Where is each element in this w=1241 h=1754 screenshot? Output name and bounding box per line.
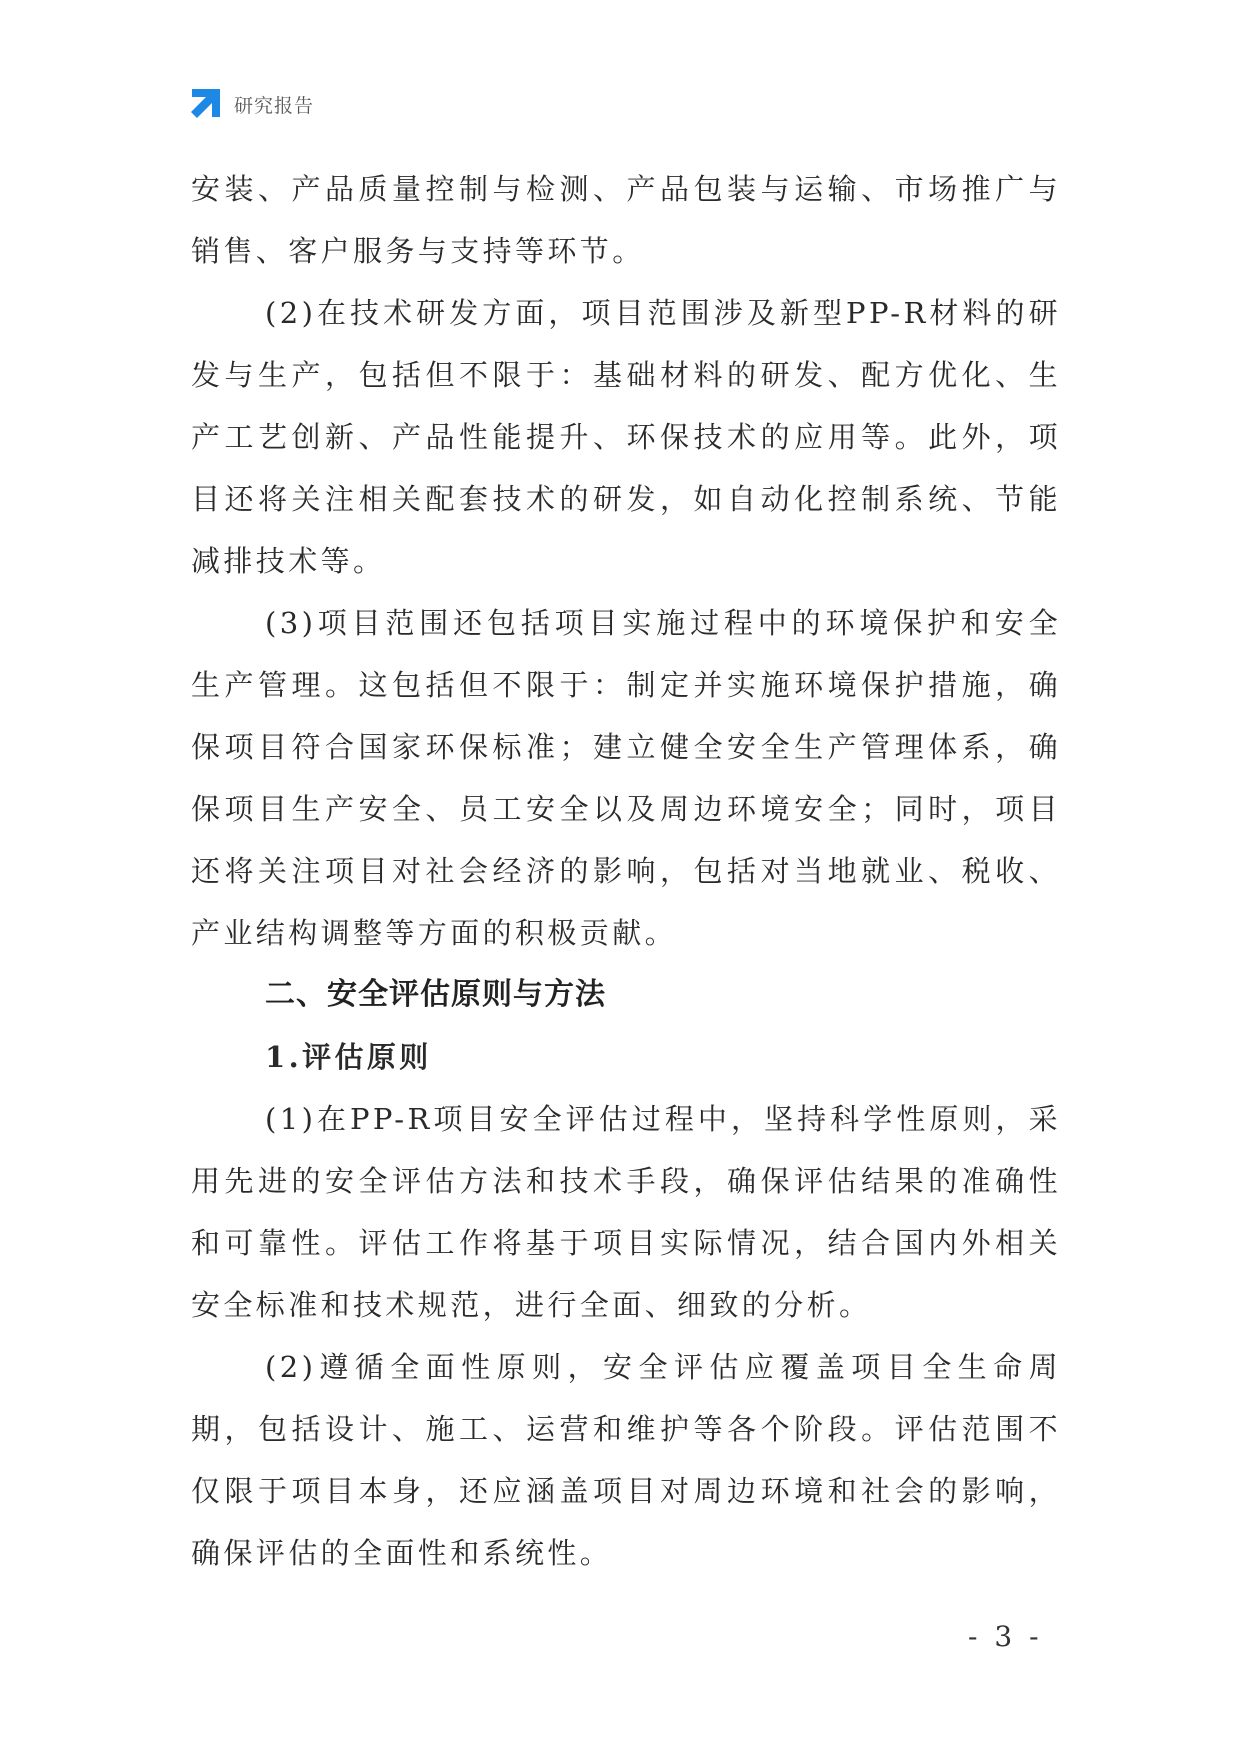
page-number: - 3 - (968, 1620, 1043, 1653)
subsection-heading: 1.评估原则 (265, 1040, 432, 1074)
header-title: 研究报告 (234, 94, 315, 117)
report-header (188, 86, 314, 122)
paragraph-comprehensive-principle: (2)遵循全面性原则，安全评估应覆盖项目全生命周期，包括设计、施工、运营和维护等各个阶段。评估范围不仅限于项目本身，还应涵盖项目对周边环境和社会的影响，确保评估的全面性和系统性。 (191, 1350, 1061, 1570)
paragraph-env-safety: (3)项目范围还包括项目实施过程中的环境保护和安全生产管理。这包括但不限于：制定并实施环境保护措施，确保项目符合国家环保标准；建立健全安全生产管理体系，确保项目生产安全、员工安全以及周边环境安全；同时，项目还将关注项目对社会经济的影响，包括对当地就业、税收、产业结构调整等方面的积极贡献。 (191, 606, 1061, 950)
paragraph-tech-rd: (2)在技术研发方面，项目范围涉及新型PP-R材料的研发与生产，包括但不限于：基础材料的研发、配方优化、生产工艺创新、产品性能提升、环保技术的应用等。此外，项目还将关注相关配套技术的研发，如自动化控制系统、节能减排技术等。 (191, 296, 1061, 578)
paragraph-continuation: 安装、产品质量控制与检测、产品包装与运输、市场推广与销售、客户服务与支持等环节。 (191, 172, 1061, 268)
document-body (191, 158, 1061, 1584)
section-heading: 二、安全评估原则与方法 (265, 977, 606, 1012)
arrow-up-right-icon (188, 87, 222, 121)
paragraph-scientific-principle: (1)在PP-R项目安全评估过程中，坚持科学性原则，采用先进的安全评估方法和技术手段，确保评估结果的准确性和可靠性。评估工作将基于项目实际情况，结合国内外相关安全标准和技术规范，进行全面、细致的分析。 (191, 1102, 1061, 1322)
